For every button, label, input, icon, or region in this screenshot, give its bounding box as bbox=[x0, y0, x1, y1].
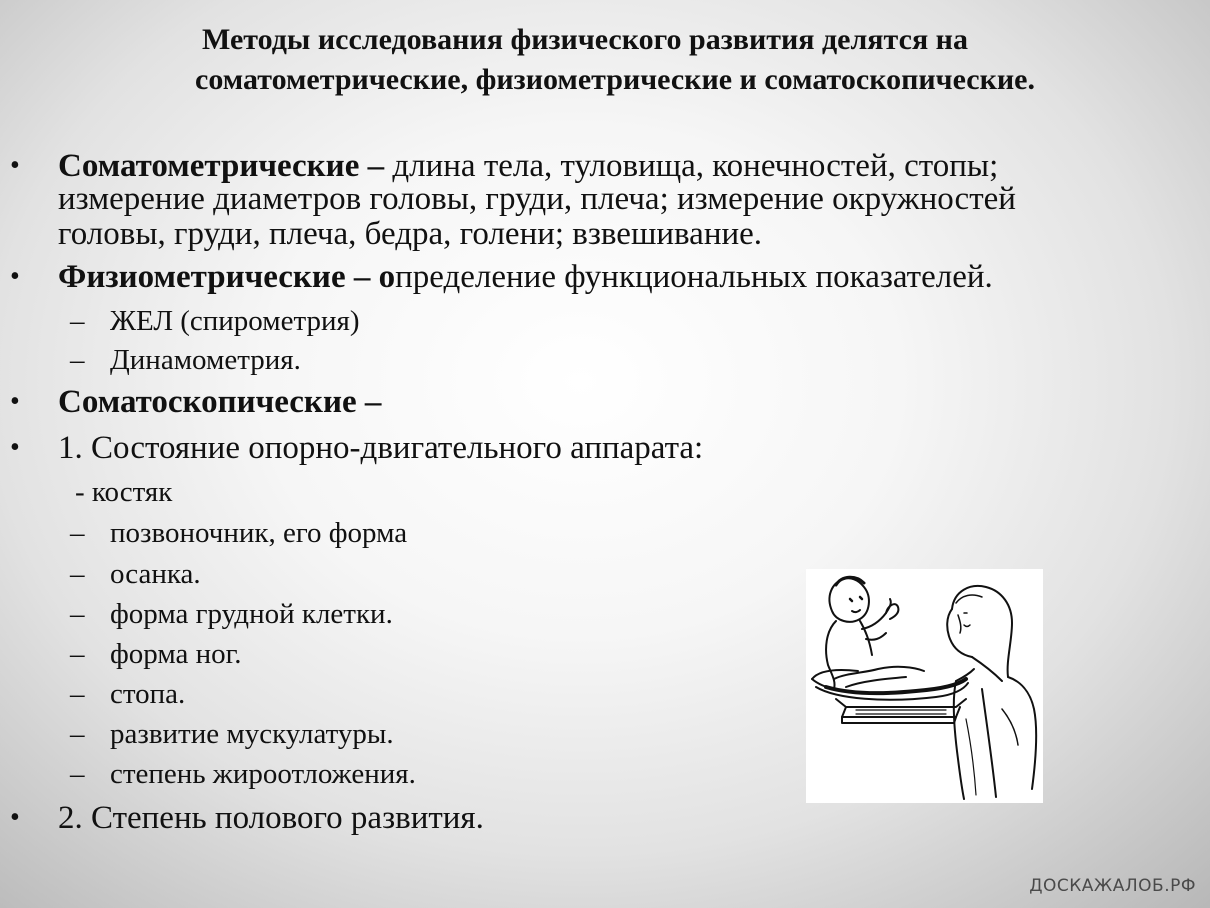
somatometric-text-line-1: длина тела, туловища, конечностей, стопы; bbox=[384, 148, 999, 184]
dash-marker: – bbox=[70, 558, 85, 590]
bullet-sexual-development bbox=[10, 799, 484, 837]
bullet-physiometric bbox=[10, 258, 993, 296]
sexual-development-text: 2. Степень полового развития. bbox=[58, 800, 484, 836]
bullet-marker: • bbox=[10, 432, 20, 463]
somatometric-line-3 bbox=[58, 215, 762, 253]
skeleton-item bbox=[75, 473, 172, 511]
dash-marker: – bbox=[70, 678, 85, 710]
musculoskeletal-sub-text: стопа. bbox=[110, 678, 186, 710]
musculoskeletal-sub-item bbox=[70, 555, 201, 593]
physiometric-sub-text: ЖЕЛ (спирометрия) bbox=[110, 305, 360, 337]
musculoskeletal-sub-item bbox=[70, 715, 394, 753]
musculoskeletal-text: 1. Состояние опорно-двигательного аппарата: bbox=[58, 430, 704, 466]
musculoskeletal-sub-text: позвоночник, его форма bbox=[110, 517, 408, 549]
bullet-marker: • bbox=[10, 150, 20, 181]
bullet-somatoscopic bbox=[10, 383, 382, 421]
dash-marker: – bbox=[70, 305, 85, 337]
slide-title-line-1: Методы исследования физического развития делятся на bbox=[202, 23, 968, 56]
physiometric-sub-item bbox=[70, 302, 360, 340]
musculoskeletal-sub-text: осанка. bbox=[110, 558, 201, 590]
slide-title-line-2: соматометрические, физиометрические и соматоскопические. bbox=[195, 63, 1035, 96]
slide-title bbox=[0, 20, 1210, 100]
bullet-marker: • bbox=[10, 386, 20, 417]
musculoskeletal-sub-text: развитие мускулатуры. bbox=[110, 718, 394, 750]
physiometric-text: пределение функциональных показателей. bbox=[395, 259, 993, 295]
musculoskeletal-sub-item bbox=[70, 675, 186, 713]
musculoskeletal-sub-text: форма ног. bbox=[110, 638, 242, 670]
dash-marker: – bbox=[70, 718, 85, 750]
physiometric-term: Физиометрические – о bbox=[58, 259, 396, 295]
dash-marker: – bbox=[70, 598, 85, 630]
dash-marker: – bbox=[70, 638, 85, 670]
bullet-marker: • bbox=[10, 802, 20, 833]
musculoskeletal-sub-text: форма грудной клетки. bbox=[110, 598, 393, 630]
site-watermark: ДОСКАЖАЛОБ.РФ bbox=[1029, 876, 1196, 896]
somatometric-line-2 bbox=[58, 180, 1016, 218]
dash-marker: – bbox=[70, 344, 85, 376]
somatometric-term: Соматометрические – bbox=[58, 148, 385, 184]
skeleton-text: - костяк bbox=[75, 476, 173, 508]
somatometric-text-line-2: измерение диаметров головы, груди, плеча; измерение окружностей bbox=[58, 181, 1016, 217]
musculoskeletal-sub-item bbox=[70, 595, 393, 633]
musculoskeletal-sub-text: степень жироотложения. bbox=[110, 758, 416, 790]
musculoskeletal-sub-item bbox=[70, 514, 408, 552]
bullet-marker: • bbox=[10, 261, 20, 292]
dash-marker: – bbox=[70, 758, 85, 790]
somatometric-text-line-3: головы, груди, плеча, бедра, голени; взвешивание. bbox=[58, 216, 763, 252]
somatoscopic-term: Соматоскопические – bbox=[58, 384, 382, 420]
musculoskeletal-sub-item bbox=[70, 635, 242, 673]
musculoskeletal-sub-item bbox=[70, 755, 416, 793]
physiometric-sub-item bbox=[70, 341, 301, 379]
bullet-musculoskeletal bbox=[10, 429, 704, 467]
dash-marker: – bbox=[70, 517, 85, 549]
physiometric-sub-text: Динамометрия. bbox=[110, 344, 301, 376]
infant-weighing-illustration bbox=[806, 569, 1043, 803]
